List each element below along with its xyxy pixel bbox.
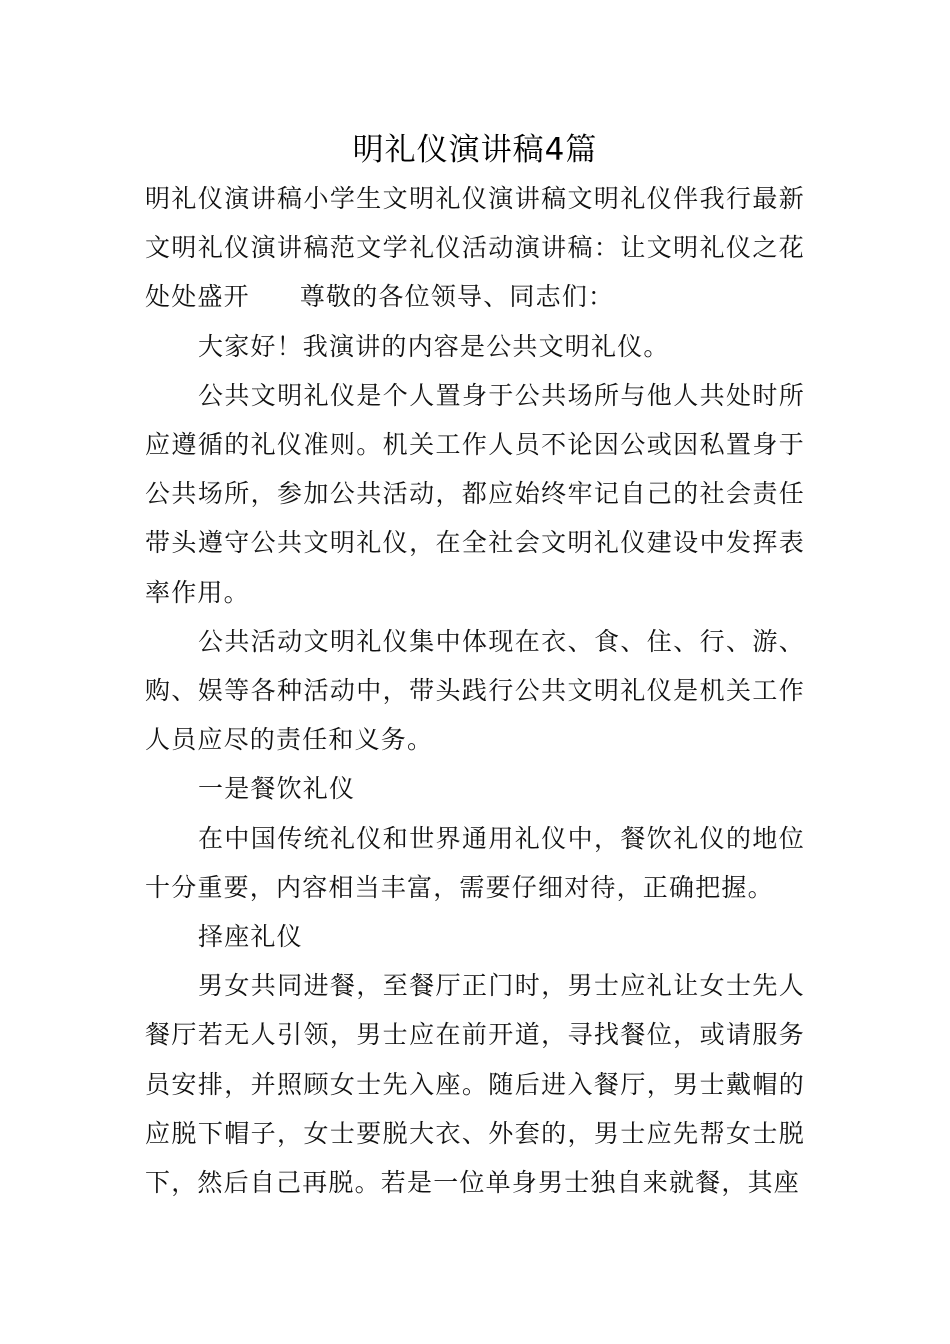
paragraph: 在中国传统礼仪和世界通用礼仪中，餐饮礼仪的地位十分重要，内容相当丰富，需要仔细对待，正确把握。 xyxy=(145,823,805,902)
intro-text: 明礼仪演讲稿小学生文明礼仪演讲稿文明礼仪伴我行最新文明礼仪演讲稿范文学礼仪活动演讲稿：让文明礼仪之花处处盛开 xyxy=(145,184,805,312)
document-title: 明礼仪演讲稿4篇 xyxy=(352,132,598,168)
document-body xyxy=(145,174,805,1207)
section-heading: 一是餐饮礼仪 xyxy=(198,774,356,804)
paragraph: 大家好！我演讲的内容是公共文明礼仪。 xyxy=(198,331,670,361)
salutation: 尊敬的各位领导、同志们： xyxy=(299,282,615,312)
paragraph: 公共文明礼仪是个人置身于公共场所与他人共处时所应遵循的礼仪准则。机关工作人员不论因公或因私置身于公共场所，参加公共活动，都应始终牢记自己的社会责任带头遵守公共文明礼仪，在全社会文明礼仪建设中发挥表率作用。 xyxy=(145,380,805,607)
paragraph: 男女共同进餐，至餐厅正门时，男士应礼让女士先人餐厅若无人引领，男士应在前开道，寻找餐位，或请服务员安排，并照顾女士先入座。随后进入餐厅，男士戴帽的应脱下帽子，女士要脱大衣、外套的，男士应先帮女士脱下，然后自己再脱。若是一位单身男士独自来就餐，其座 xyxy=(145,971,805,1198)
intro-paragraph xyxy=(145,174,805,322)
subsection-heading: 择座礼仪 xyxy=(198,922,303,952)
paragraph: 公共活动文明礼仪集中体现在衣、食、住、行、游、购、娱等各种活动中，带头践行公共文明礼仪是机关工作人员应尽的责任和义务。 xyxy=(145,626,805,755)
